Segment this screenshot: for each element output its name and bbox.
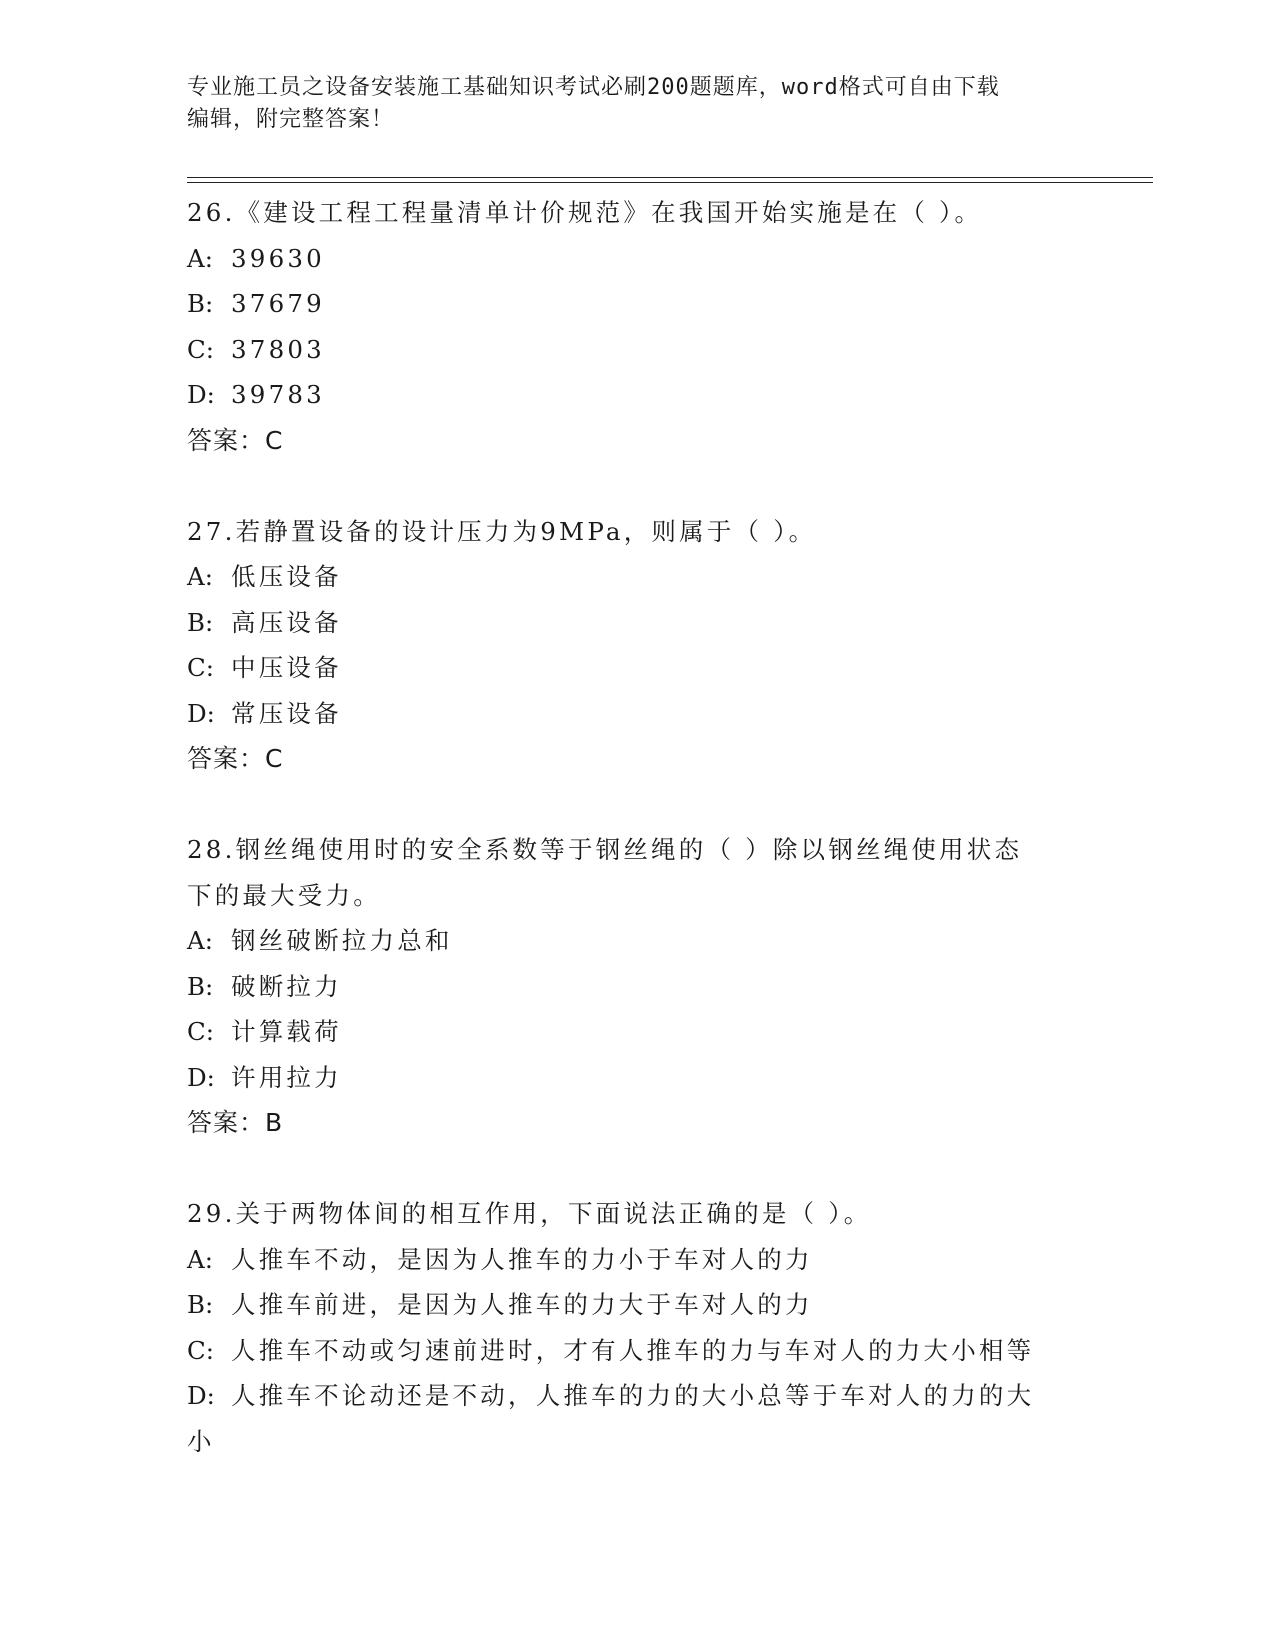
option-letter: A:: [187, 243, 213, 273]
option-c: [187, 1328, 1087, 1374]
option-b: [187, 600, 1087, 646]
option-text: 中压设备: [231, 653, 342, 682]
header-title-line-1: 专业施工员之设备安装施工基础知识考试必刷200题题库，word格式可自由下载: [187, 75, 1000, 100]
option-a: [187, 1237, 1087, 1283]
question-28: [187, 827, 1087, 1146]
header-divider-top: [187, 177, 1153, 178]
option-a: [187, 236, 1087, 282]
option-letter: B:: [187, 607, 214, 637]
option-text: 39630: [231, 243, 325, 273]
answer-line: [187, 736, 1087, 782]
option-text: 常压设备: [231, 698, 342, 728]
answer-line: [187, 418, 1087, 464]
option-text: 钢丝破断拉力总和: [231, 926, 453, 955]
answer-value: C: [265, 744, 284, 773]
answer-label: 答案：: [187, 744, 266, 773]
option-text: 人推车不动或匀速前进时，才有人推车的力与车对人的力大小相等: [231, 1335, 1035, 1365]
option-b: [187, 1282, 1087, 1328]
option-text: 人推车不动，是因为人推车的力小于车对人的力: [231, 1244, 813, 1274]
option-letter: B:: [187, 971, 214, 1001]
option-text: 37679: [231, 289, 325, 318]
question-stem: 28.钢丝绳使用时的安全系数等于钢丝绳的（ ）除以钢丝绳使用状态下的最大受力。: [187, 835, 1023, 910]
option-letter: C:: [187, 653, 215, 682]
option-d: [187, 372, 1087, 418]
option-letter: D:: [187, 380, 215, 409]
option-text: 高压设备: [231, 607, 342, 637]
option-letter: C:: [187, 1335, 215, 1365]
option-b: [187, 964, 1087, 1010]
answer-value: B: [265, 1108, 284, 1137]
option-d: [187, 1055, 1087, 1101]
answer-line: [187, 1100, 1087, 1146]
option-letter: C:: [187, 334, 215, 364]
question-29: [187, 1191, 1087, 1464]
question-27: [187, 509, 1087, 782]
option-text: 37803: [231, 334, 325, 364]
option-text: 破断拉力: [231, 971, 342, 1001]
question-26: [187, 190, 1087, 463]
option-c: [187, 1009, 1087, 1055]
option-letter: B:: [187, 1290, 214, 1319]
option-letter: A:: [187, 1244, 213, 1274]
option-b: [187, 281, 1087, 327]
option-letter: D:: [187, 1381, 215, 1410]
option-text: 39783: [231, 380, 325, 409]
document-header: [187, 72, 1067, 136]
header-divider-bottom: [187, 182, 1153, 183]
option-letter: D:: [187, 698, 215, 728]
option-letter: A:: [187, 926, 213, 955]
option-c: [187, 645, 1087, 691]
option-letter: A:: [187, 562, 213, 591]
option-text: 低压设备: [231, 562, 342, 591]
question-stem: 27.若静置设备的设计压力为9MPa，则属于（ ）。: [187, 516, 817, 546]
option-text: 人推车前进，是因为人推车的力大于车对人的力: [231, 1290, 813, 1319]
option-text: 人推车不论动还是不动，人推车的力的大小总等于车对人的力的大小: [187, 1381, 1035, 1456]
option-a: [187, 554, 1087, 600]
question-stem: 29.关于两物体间的相互作用，下面说法正确的是（ ）。: [187, 1199, 872, 1228]
option-d: [187, 691, 1087, 737]
question-list: [187, 190, 1087, 1464]
answer-label: 答案：: [187, 1108, 266, 1137]
option-text: 许用拉力: [231, 1062, 342, 1092]
option-d: [187, 1373, 1047, 1464]
option-text: 计算载荷: [231, 1017, 342, 1046]
option-letter: D:: [187, 1062, 215, 1092]
option-letter: B:: [187, 289, 214, 318]
option-a: [187, 918, 1087, 964]
option-c: [187, 327, 1087, 373]
question-stem: 26.《建设工程工程量清单计价规范》在我国开始实施是在（ ）。: [187, 198, 983, 227]
option-letter: C:: [187, 1017, 215, 1046]
answer-value: C: [265, 425, 284, 455]
answer-label: 答案：: [187, 425, 266, 455]
header-title-line-2: 编辑，附完整答案！: [187, 107, 395, 132]
